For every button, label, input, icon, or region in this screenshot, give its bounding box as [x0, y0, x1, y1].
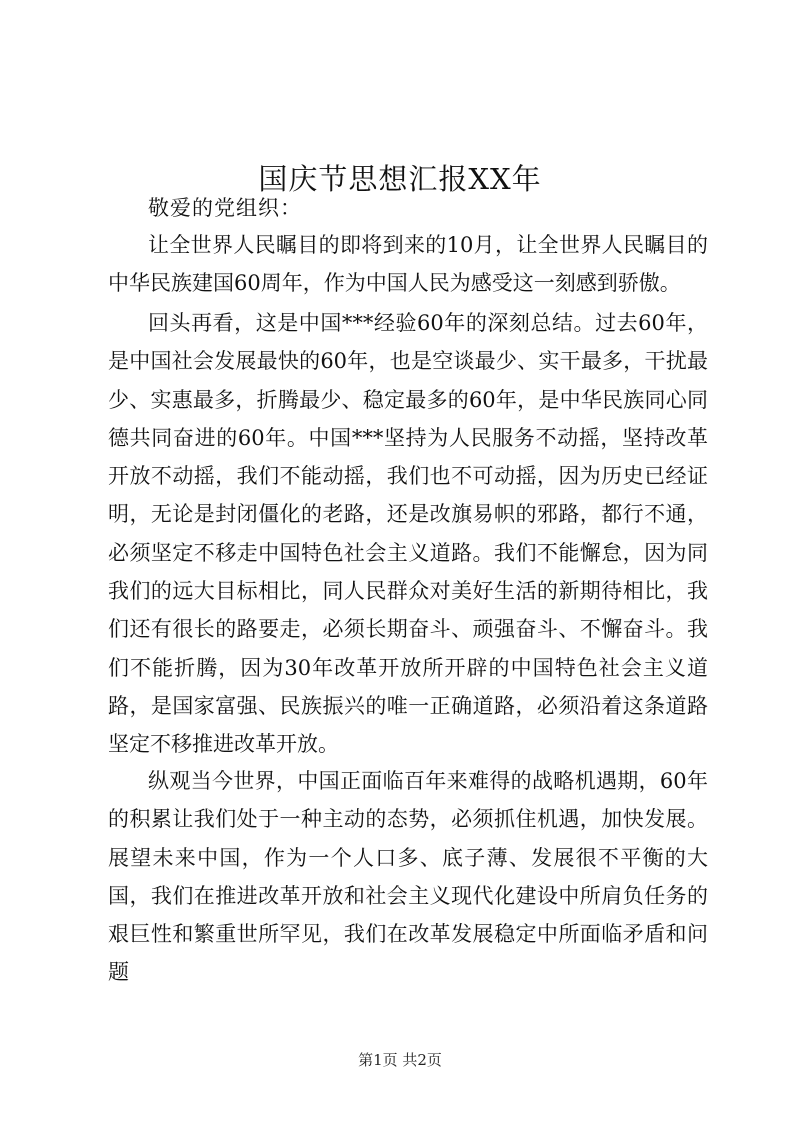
page-title: 国庆节思想汇报XX年: [258, 162, 542, 197]
paragraph-3: 纵观当今世界，中国正面临百年来难得的战略机遇期，60年的积累让我们处于一种主动的态势，必须抓住机遇，加快发展。展望未来中国，作为一个人口多、底子薄、发展很不平衡的大国，我们在推进改革开放和社会主义现代化建设中所肩负任务的艰巨性和繁重世所罕见，我们在改革发展稳定中所面临矛盾和问题: [108, 769, 708, 985]
salutation: 敬爱的党组织：: [148, 196, 302, 220]
paragraph-2: 回头再看，这是中国***经验60年的深刻总结。过去60年，是中国社会发展最快的60年，也是空谈最少、实干最多，干扰最少、实惠最多，折腾最少、稳定最多的60年，是中华民族同心同德共同奋进的60年。中国***坚持为人民服务不动摇，坚持改革开放不动摇，我们不能动摇，我们也不可动摇，因为历史已经证明，无论是封闭僵化的老路，还是改旗易帜的邪路，都行不通，必须坚定不移走中国特色社会主义道路。我们不能懈怠，因为同我们的远大目标相比，同人民群众对美好生活的新期待相比，我们还有很长的路要走，必须长期奋斗、顽强奋斗、不懈奋斗。我们不能折腾，因为30年改革开放所开辟的中国特色社会主义道路，是国家富强、民族振兴的唯一正确道路，必须沿着这条道路坚定不移推进改革开放。: [108, 311, 708, 757]
paragraph-1: 让全世界人民瞩目的即将到来的10月，让全世界人民瞩目的中华民族建国60周年，作为中国人民为感受这一刻感到骄傲。: [108, 233, 708, 296]
page-number-footer: 第1页 共2页: [358, 1051, 442, 1069]
